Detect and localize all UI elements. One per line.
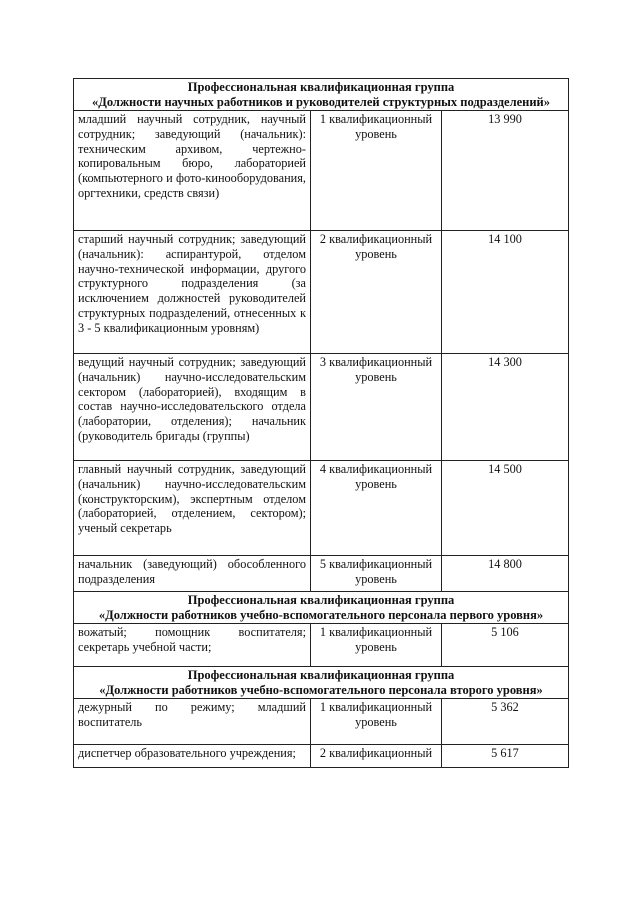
positions-cell: младший научный сотрудник, научный сотрудник; заведующий (начальник): техническим архивом, чертежно-копировальным бюро, лабораторией (компьютерного и фото-кинооборудования, оргтехники, средств связи) [74, 111, 311, 231]
salary-table [73, 78, 569, 768]
table-row [74, 461, 569, 556]
group-subtitle: «Должности работников учебно-вспомогательного персонала первого уровня» [98, 607, 544, 622]
positions-cell: старший научный сотрудник; заведующий (начальник): аспирантурой, отделом научно-технической информации, другого структурного подразделения (за исключением должностей руководителей структурных подразделений, отнесенных к 3 - 5 квалификационным уровням) [74, 231, 311, 354]
table-row [74, 354, 569, 461]
level-cell: 2 квалификационный [311, 745, 442, 768]
level-cell: 5 квалификационный уровень [311, 556, 442, 592]
group-subtitle: «Должности научных работников и руководителей структурных подразделений» [92, 94, 550, 109]
group-title: Профессиональная квалификационная группа [187, 668, 455, 682]
positions-cell: начальник (заведующий) обособленного подразделения [74, 556, 311, 592]
group-subtitle: «Должности работников учебно-вспомогательного персонала второго уровня» [99, 682, 543, 697]
table-row [74, 231, 569, 354]
level-cell: 1 квалификационный уровень [311, 111, 442, 231]
positions-cell: ведущий научный сотрудник; заведующий (начальник) научно-исследовательским сектором (лабораторией), входящим в состав научно-исследовательского отдела (лаборатории, отделения); начальник (руководитель бригады (группы) [74, 354, 311, 461]
salary-cell: 13 990 [442, 111, 569, 231]
group-header-cell [74, 592, 569, 624]
level-cell: 3 квалификационный уровень [311, 354, 442, 461]
table-row [74, 745, 569, 768]
table-row [74, 111, 569, 231]
group-header [74, 592, 569, 624]
table-row [74, 624, 569, 667]
group-title: Профессиональная квалификационная группа [187, 593, 455, 607]
salary-cell: 5 362 [442, 699, 569, 745]
table-row [74, 699, 569, 745]
level-cell: 4 квалификационный уровень [311, 461, 442, 556]
salary-cell: 14 100 [442, 231, 569, 354]
level-cell: 1 квалификационный уровень [311, 624, 442, 667]
salary-cell: 5 617 [442, 745, 569, 768]
positions-cell: диспетчер образовательного учреждения; [74, 745, 311, 768]
group-title: Профессиональная квалификационная группа [187, 80, 455, 94]
positions-cell: главный научный сотрудник, заведующий (начальник) научно-исследовательским (конструкторским), экспертным отделом (лабораторией, отделением, сектором); ученый секретарь [74, 461, 311, 556]
level-cell: 2 квалификационный уровень [311, 231, 442, 354]
salary-cell: 14 500 [442, 461, 569, 556]
group-header-cell [74, 79, 569, 111]
group-header [74, 667, 569, 699]
salary-cell: 14 800 [442, 556, 569, 592]
salary-cell: 5 106 [442, 624, 569, 667]
positions-cell: вожатый; помощник воспитателя; секретарь учебной части; [74, 624, 311, 667]
group-header [74, 79, 569, 111]
positions-cell: дежурный по режиму; младший воспитатель [74, 699, 311, 745]
level-cell: 1 квалификационный уровень [311, 699, 442, 745]
table-row [74, 556, 569, 592]
salary-cell: 14 300 [442, 354, 569, 461]
group-header-cell [74, 667, 569, 699]
